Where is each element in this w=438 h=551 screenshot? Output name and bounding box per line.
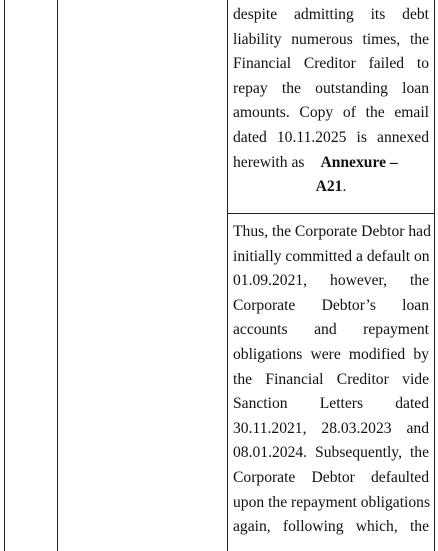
text-line: obligations were modified by xyxy=(233,345,429,363)
paragraph-default-history xyxy=(233,220,429,540)
text-line: accounts and repayment xyxy=(233,321,429,339)
annexure-label: Annexure – xyxy=(320,153,398,171)
text-line: Corporate Debtor defaulted xyxy=(233,468,429,486)
annexure-number: A21 xyxy=(315,178,343,196)
text-line: despite admitting its debt xyxy=(233,6,429,23)
table-column-divider-2 xyxy=(227,0,228,551)
text-fragment: . xyxy=(342,178,347,196)
text-line: again, following which, the xyxy=(233,518,429,536)
text-line: Sanction Letters dated xyxy=(233,395,429,413)
text-line xyxy=(233,151,429,176)
text-line: Corporate Debtor’s loan xyxy=(233,296,429,314)
text-line xyxy=(233,175,429,200)
text-line: repay the outstanding loan xyxy=(233,79,429,97)
table-right-border xyxy=(434,0,435,551)
text-line: 30.11.2021, 28.03.2023 and xyxy=(233,419,429,437)
text-line: the Financial Creditor vide xyxy=(233,370,429,388)
text-line: 08.01.2024. Subsequently, the xyxy=(233,444,429,462)
text-line: liability numerous times, the xyxy=(233,30,429,48)
table-left-border xyxy=(4,0,5,551)
paragraph-email-default xyxy=(233,3,429,200)
text-line: Thus, the Corporate Debtor had xyxy=(233,223,431,240)
text-line: initially committed a default on xyxy=(233,247,430,265)
row-divider xyxy=(227,213,434,214)
text-line: Financial Creditor failed to xyxy=(233,55,429,73)
text-line: dated 10.11.2025 is annexed xyxy=(233,128,429,146)
text-line: upon the repayment obligations xyxy=(233,493,431,511)
text-fragment: herewith as xyxy=(233,153,305,171)
text-line: amounts. Copy of the email xyxy=(233,104,429,122)
text-line: 01.09.2021, however, the xyxy=(233,272,429,290)
table-column-divider-1 xyxy=(57,0,58,551)
